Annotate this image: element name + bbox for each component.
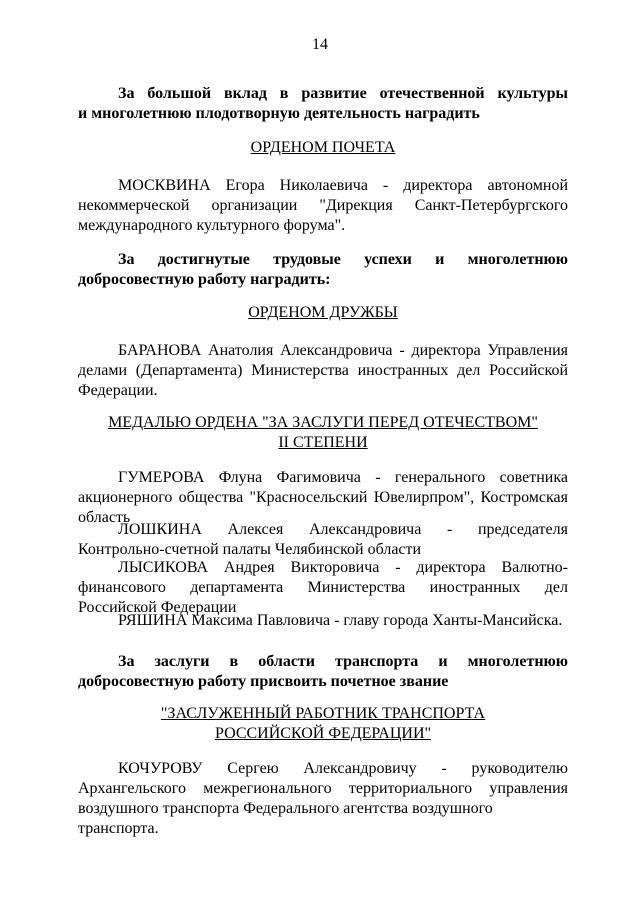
section-1-recipient	[78, 176, 568, 236]
intro-line: За заслуги в области транспорта и многолетнюю	[118, 653, 568, 670]
recipient-line: ЛОШКИНА Алексея Александровича - председателя	[118, 521, 568, 538]
section-1-award	[78, 138, 568, 158]
recipient-line: МОСКВИНА Егора Николаевича - директора автономной	[118, 177, 568, 194]
section-3-recipient-4	[78, 611, 568, 631]
recipient-line: КОЧУРОВУ Сергею Александровичу - руководителю	[118, 760, 568, 777]
recipient-line: финансового департамента Министерства иностранных дел	[78, 579, 568, 596]
section-1-intro	[78, 84, 568, 124]
intro-line: добросовестную работу присвоить почетное звание	[78, 673, 449, 690]
award-title: ОРДЕНОМ ДРУЖБЫ	[248, 304, 398, 321]
recipient-line: международного культурного форума".	[78, 217, 346, 234]
recipient-line: РЯШИНА Максима Павловича - главу города Ханты-Мансийска.	[118, 612, 563, 629]
intro-line: добросовестную работу наградить:	[78, 271, 331, 288]
recipient-line: акционерного общества "Красносельский Ювелирпром", Костромская	[78, 489, 568, 506]
intro-line: За большой вклад в развитие отечественной культуры	[118, 85, 568, 102]
section-2-award	[78, 303, 568, 323]
recipient-line: Архангельского межрегионального территориального управления	[78, 780, 568, 797]
recipient-line: область	[78, 509, 131, 526]
award-title-line: МЕДАЛЬЮ ОРДЕНА "ЗА ЗАСЛУГИ ПЕРЕД ОТЕЧЕСТВОМ"	[108, 414, 538, 431]
award-title-line: РОССИЙСКОЙ ФЕДЕРАЦИИ"	[214, 725, 432, 742]
section-3-recipient-1	[78, 468, 568, 528]
section-2-intro	[78, 250, 568, 290]
recipient-line: Контрольно-счетной палаты Челябинской области	[78, 541, 422, 558]
section-3-award	[78, 413, 568, 453]
section-3-recipient-3	[78, 558, 568, 618]
recipient-line: воздушного транспорта Федерального агентства воздушного транспорта.	[78, 800, 493, 837]
section-3-recipient-2	[78, 520, 568, 560]
recipient-line: некоммерческой организации "Дирекция Санкт-Петербургского	[78, 197, 568, 214]
section-4-recipient	[78, 759, 568, 839]
recipient-line: БАРАНОВА Анатолия Александровича - директора Управления	[118, 342, 568, 359]
recipient-line: ГУМЕРОВА Флуна Фагимовича - генерального советника	[118, 469, 568, 486]
section-4-intro	[78, 652, 568, 692]
section-4-award	[78, 704, 568, 744]
intro-line: За достигнутые трудовые успехи и многолетнюю	[118, 251, 568, 268]
recipient-line: делами (Департамента) Министерства иностранных дел Российской	[78, 362, 568, 379]
page-number: 14	[312, 36, 328, 53]
intro-line: и многолетнюю плодотворную деятельность наградить	[78, 105, 480, 122]
award-title: ОРДЕНОМ ПОЧЕТА	[250, 139, 396, 156]
section-2-recipient	[78, 341, 568, 401]
recipient-line: Российской Федерации	[78, 599, 237, 616]
award-title-line: II СТЕПЕНИ	[278, 434, 368, 451]
award-title-line: "ЗАСЛУЖЕННЫЙ РАБОТНИК ТРАНСПОРТА	[160, 705, 486, 722]
recipient-line: ЛЫСИКОВА Андрея Викторовича - директора Валютно-	[118, 559, 568, 576]
recipient-line: Федерации.	[78, 382, 158, 399]
